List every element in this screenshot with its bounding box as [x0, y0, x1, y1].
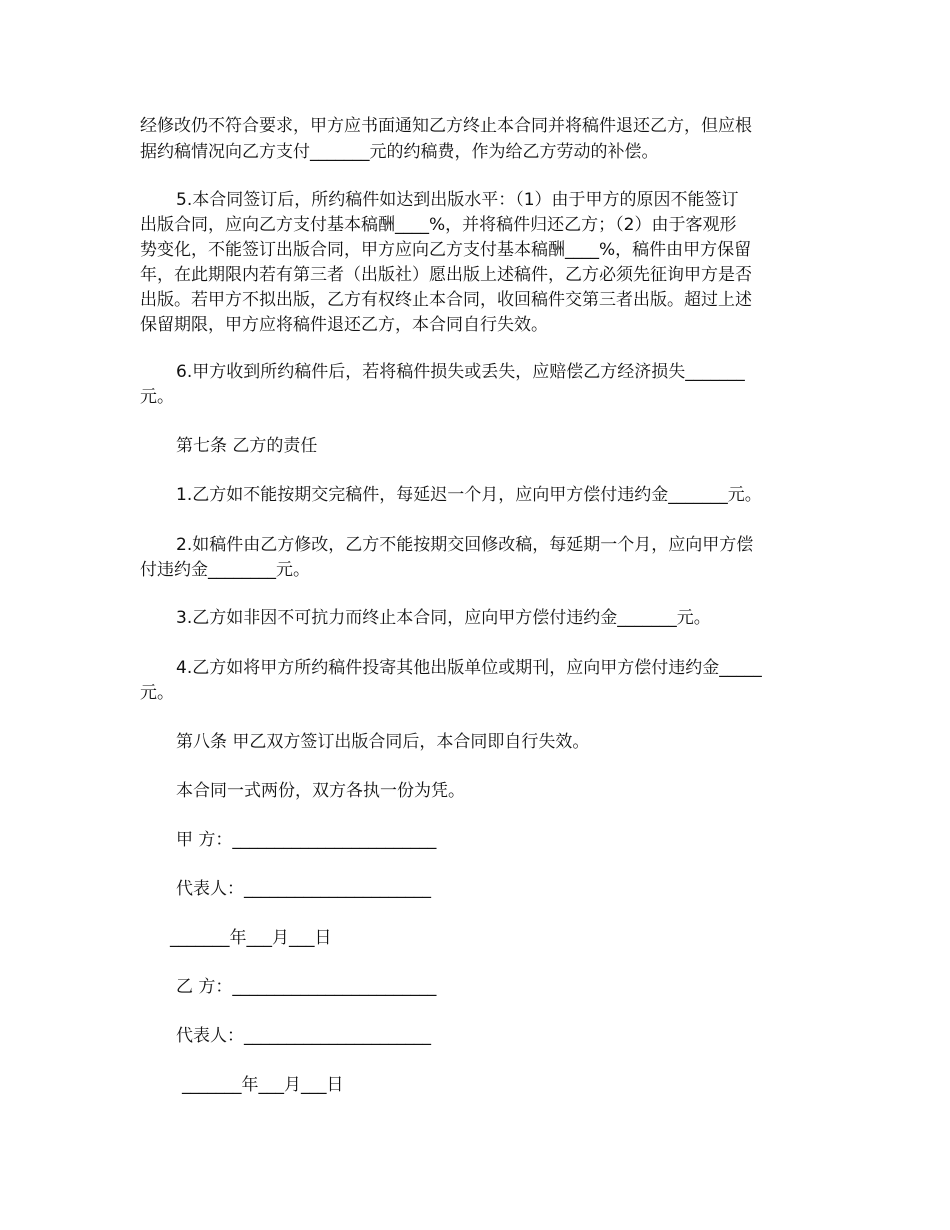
clause-b3-line: 3.乙方如非因不可抗力而终止本合同，应向甲方偿付违约金_______元。 [176, 608, 711, 628]
section-heading: 第七条 乙方的责任 [176, 436, 318, 456]
paragraph-line: 保留期限，甲方应将稿件退还乙方，本合同自行失效。 [140, 315, 548, 335]
paragraph-line: 付违约金________元。 [140, 560, 310, 580]
paragraph-line: 经修改仍不符合要求，甲方应书面通知乙方终止本合同并将稿件退还乙方，但应根 [140, 116, 752, 136]
clause-b1-line: 1.乙方如不能按期交完稿件，每延迟一个月，应向甲方偿付违约金_______元。 [176, 485, 762, 505]
party-a-signature-line: 甲 方：________________________ [176, 830, 437, 850]
clause-b2-line: 2.如稿件由乙方修改，乙方不能按期交回修改稿，每延期一个月，应向甲方偿 [176, 535, 754, 555]
paragraph-line: 元。 [140, 387, 174, 407]
clause-b4-line: 4.乙方如将甲方所约稿件投寄其他出版单位或期刊，应向甲方偿付违约金_____ [176, 658, 762, 678]
clause-6-line: 6.甲方收到所约稿件后，若将稿件损失或丢失，应赔偿乙方经济损失_______ [176, 362, 745, 382]
paragraph-line: 年，在此期限内若有第三者（出版社）愿出版上述稿件，乙方必须先征询甲方是否 [140, 265, 752, 285]
party-b-date-line: _______年___月___日 [182, 1075, 344, 1095]
paragraph-line: 出版合同，应向乙方支付基本稿酬____%，并将稿件归还乙方；（2）由于客观形 [140, 215, 737, 235]
party-a-date-line: _______年___月___日 [170, 928, 332, 948]
clause-5-line: 5.本合同签订后，所约稿件如达到出版水平：（1）由于甲方的原因不能签订 [176, 190, 739, 210]
section-heading: 第八条 甲乙双方签订出版合同后，本合同即自行失效。 [176, 732, 590, 752]
paragraph-line: 元。 [140, 683, 174, 703]
party-b-representative-line: 代表人：______________________ [176, 1026, 431, 1046]
paragraph-line: 势变化，不能签订出版合同，甲方应向乙方支付基本稿酬____%，稿件由甲方保留 [140, 240, 752, 260]
copies-statement: 本合同一式两份，双方各执一份为凭。 [176, 781, 465, 801]
party-a-representative-line: 代表人：______________________ [176, 879, 431, 899]
paragraph-line: 据约稿情况向乙方支付_______元的约稿费，作为给乙方劳动的补偿。 [140, 142, 659, 162]
paragraph-line: 出版。若甲方不拟出版，乙方有权终止本合同，收回稿件交第三者出版。超过上述 [140, 290, 752, 310]
party-b-signature-line: 乙 方：________________________ [176, 977, 437, 997]
